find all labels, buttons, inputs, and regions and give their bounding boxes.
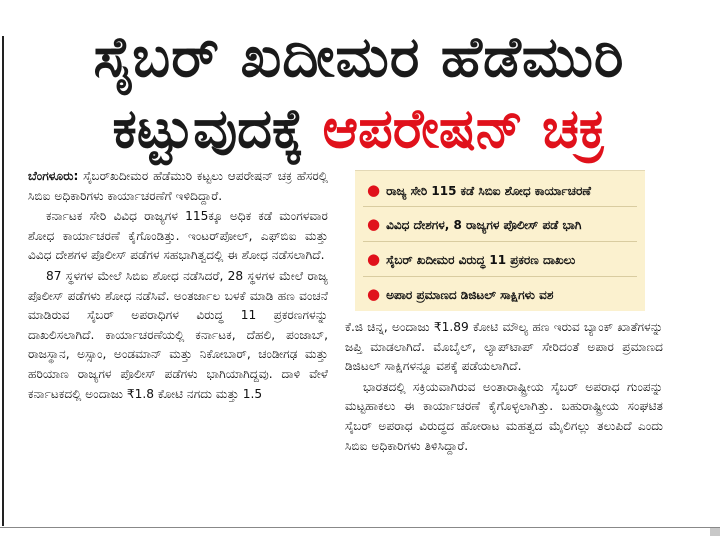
- paragraph-1-text: ಸೈಬರ್‌ಖದೀಮರ ಹೆಡೆಮುರಿ ಕಟ್ಟಲು ಆಪರೇಷನ್ ಚಕ್ರ ಹೆಸರಲ್ಲಿ ಸಿಬಿಐ ಅಧಿಕಾರಿಗಳು ಕಾರ್ಯಾಚರಣೆಗೆ ಇಳಿದಿದ್ದಾರೆ.: [28, 169, 328, 203]
- highlight-item: ● ಅಪಾರ ಪ್ರಮಾಣದ ಡಿಜಿಟಲ್ ಸಾಕ್ಷಿಗಳು ವಶ: [367, 285, 554, 303]
- left-border-rule: [2, 36, 4, 526]
- paragraph-1: [28, 167, 328, 206]
- headline-line-2-red: ಆಪರೇಷನ್ ಚಕ್ರ: [322, 97, 606, 160]
- bullet-icon: ●: [367, 215, 381, 233]
- highlights-box: [355, 170, 645, 311]
- corner-mark: [710, 528, 720, 536]
- highlight-divider: [363, 241, 637, 242]
- paragraph-4: ಕೆ.ಜಿ ಚಿನ್ನ, ಅಂದಾಜು ₹1.89 ಕೋಟಿ ಮೌಲ್ಯ ಹಣ ಇರುವ ಬ್ಯಾಂಕ್ ಖಾತೆಗಳನ್ನು ಜಪ್ತಿ ಮಾಡಲಾಗಿದೆ. ಮೊಬೈಲ್, ಲ್ಯಾಪ್‌ಟಾಪ್ ಸೇರಿದಂತೆ ಅಪಾರ ಪ್ರಮಾಣದ ಡಿಜಿಟಲ್ ಸಾಕ್ಷಿಗಳನ್ನೂ ವಶಕ್ಕೆ ಪಡೆಯಲಾಗಿದೆ.: [345, 320, 663, 374]
- highlight-item: ● ರಾಜ್ಯ ಸೇರಿ 115 ಕಡೆ ಸಿಬಿಐ ಶೋಧ ಕಾರ್ಯಾಚರಣೆ: [367, 181, 592, 199]
- paragraph-2: ಕರ್ನಾಟಕ ಸೇರಿ ವಿವಿಧ ರಾಜ್ಯಗಳ 115ಕ್ಕೂ ಅಧಿಕ ಕಡೆ ಮಂಗಳವಾರ ಶೋಧ ಕಾರ್ಯಾಚರಣೆ ಕೈಗೊಂಡಿತ್ತು. ಇಂಟರ್‌ಪೋಲ್, ಎಫ್‌ಬಿಐ ಮತ್ತು ವಿವಿಧ ದೇಶಗಳ ಪೊಲೀಸ್ ಪಡೆಗಳ ಸಹಭಾಗಿತ್ವದಲ್ಲಿ ಈ ಶೋಧ ನಡೆಸಲಾಗಿದೆ.: [28, 209, 328, 263]
- highlight-item: ● ಸೈಬರ್ ಖದೀಮರ ವಿರುದ್ಧ 11 ಪ್ರಕರಣ ದಾಖಲು: [367, 250, 576, 268]
- bottom-rule: [0, 527, 720, 528]
- bullet-icon: ●: [367, 285, 381, 303]
- headline-line-2-black: ಕಟ್ಟುವುದಕ್ಕೆ: [112, 97, 323, 160]
- dateline: ಬೆಂಗಳೂರು:: [28, 169, 79, 183]
- bullet-icon: ●: [367, 250, 381, 268]
- paragraph-5: ಭಾರತದಲ್ಲಿ ಸಕ್ರಿಯವಾಗಿರುವ ಅಂತಾರಾಷ್ಟ್ರೀಯ ಸೈಬರ್ ಅಪರಾಧ ಗುಂಪನ್ನು ಮಟ್ಟಹಾಕಲು ಈ ಕಾರ್ಯಾಚರಣೆ ಕೈಗೊಳ್ಳಲಾಗಿತ್ತು. ಬಹುರಾಷ್ಟ್ರೀಯ ಸಂಘಟಿತ ಸೈಬರ್ ಅಪರಾಧ ವಿರುದ್ಧದ ಹೋರಾಟ ಮಹತ್ವದ ಮೈಲಿಗಲ್ಲು ತಲುಪಿದೆ ಎಂದು ಸಿಬಿಐ ಅಧಿಕಾರಿಗಳು ತಿಳಿಸಿದ್ದಾರೆ.: [345, 379, 663, 453]
- paragraph-3: 87 ಸ್ಥಳಗಳ ಮೇಲೆ ಸಿಬಿಐ ಶೋಧ ನಡೆಸಿದರೆ, 28 ಸ್ಥಳಗಳ ಮೇಲೆ ರಾಜ್ಯ ಪೊಲೀಸ್ ಪಡೆಗಳು ಶೋಧ ನಡೆಸಿವೆ. ಅಂತರ್ಜಾಲ ಬಳಕೆ ಮಾಡಿ ಹಣ ವಂಚನೆ ಮಾಡಿರುವ ಸೈಬರ್ ಅಪರಾಧಿಗಳ ವಿರುದ್ಧ 11 ಪ್ರಕರಣಗಳನ್ನು ದಾಖಲಿಸಲಾಗಿದೆ. ಕಾರ್ಯಾಚರಣೆಯಲ್ಲಿ ಕರ್ನಾಟಕ, ದೆಹಲಿ, ಪಂಜಾಬ್, ರಾಜಸ್ಥಾನ, ಅಸ್ಸಾಂ, ಅಂಡಮಾನ್ ಮತ್ತು ನಿಕೋಬಾರ್, ಚಂಡೀಗಢ ಮತ್ತು ಹರಿಯಾಣ ರಾಜ್ಯಗಳ ಪೊಲೀಸ್ ಪಡೆಗಳು ಭಾಗಿಯಾಗಿದ್ದವು. ದಾಳಿ ವೇಳೆ ಕರ್ನಾಟಕದಲ್ಲಿ ಅಂದಾಜು ₹1.8 ಕೋಟಿ ನಗದು ಮತ್ತು 1.5: [28, 268, 328, 401]
- article-right-column: [345, 318, 663, 457]
- highlight-divider: [363, 276, 637, 277]
- bullet-icon: ●: [367, 181, 381, 199]
- headline-line-1: ಸೈಬರ್ ಖದೀಮರ ಹೆಡೆಮುರಿ: [93, 25, 625, 90]
- highlight-divider: [363, 206, 637, 207]
- article-left-column: [28, 167, 328, 405]
- highlight-item: ● ವಿವಿಧ ದೇಶಗಳ, 8 ರಾಜ್ಯಗಳ ಪೊಲೀಸ್ ಪಡೆ ಭಾಗಿ: [367, 215, 582, 233]
- headline-line-2: [14, 97, 704, 160]
